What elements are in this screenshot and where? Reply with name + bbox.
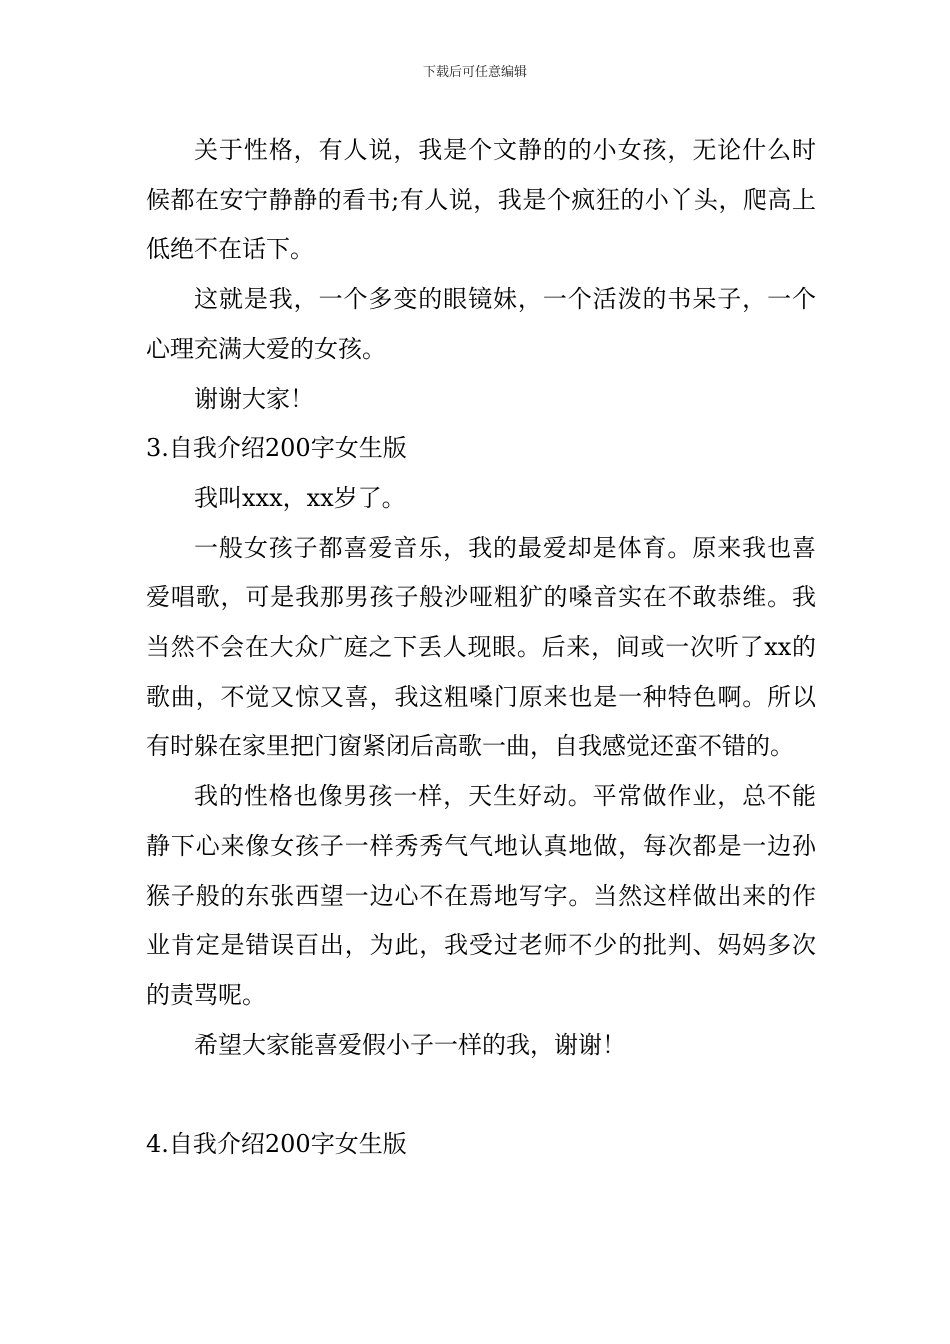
section-heading-4: 4.自我介绍200字女生版 bbox=[146, 1130, 407, 1159]
paragraph-closing-thanks: 希望大家能喜爱假小子一样的我，谢谢！ bbox=[194, 1030, 626, 1059]
paragraph-personality: 关于性格，有人说，我是个文静的的小女孩，无论什么时候都在安宁静静的看书;有人说，我是个疯狂的小丫头，爬高上低绝不在话下。 bbox=[146, 136, 816, 264]
blank-line bbox=[146, 1070, 816, 1120]
paragraph-this-is-me: 这就是我，一个多变的眼镜妹，一个活泼的书呆子，一个心理充满大爱的女孩。 bbox=[146, 285, 816, 363]
paragraph-thanks: 谢谢大家！ bbox=[194, 384, 314, 413]
paragraph-music-sports: 一般女孩子都喜爱音乐，我的最爱却是体育。原来我也喜爱唱歌，可是我那男孩子般沙哑粗犷的嗓音实在不敢恭维。我当然不会在大众广庭之下丢人现眼。后来，间或一次听了xx的歌曲，不觉又惊又喜，我这粗嗓门原来也是一种特色啊。所以有时躲在家里把门窗紧闭后高歌一曲，自我感觉还蛮不错的。 bbox=[146, 533, 816, 761]
document-body bbox=[146, 126, 816, 1170]
paragraph-active-personality: 我的性格也像男孩一样，天生好动。平常做作业，总不能静下心来像女孩子一样秀秀气气地认真地做，每次都是一边孙猴子般的东张西望一边心不在焉地写字。当然这样做出来的作业肯定是错误百出，为此，我受过老师不少的批判、妈妈多次的责骂呢。 bbox=[146, 782, 816, 1009]
page-header: 下载后可任意编辑 bbox=[422, 65, 527, 80]
paragraph-name-age: 我叫xxx，xx岁了。 bbox=[194, 483, 406, 512]
section-heading-3: 3.自我介绍200字女生版 bbox=[146, 434, 407, 463]
